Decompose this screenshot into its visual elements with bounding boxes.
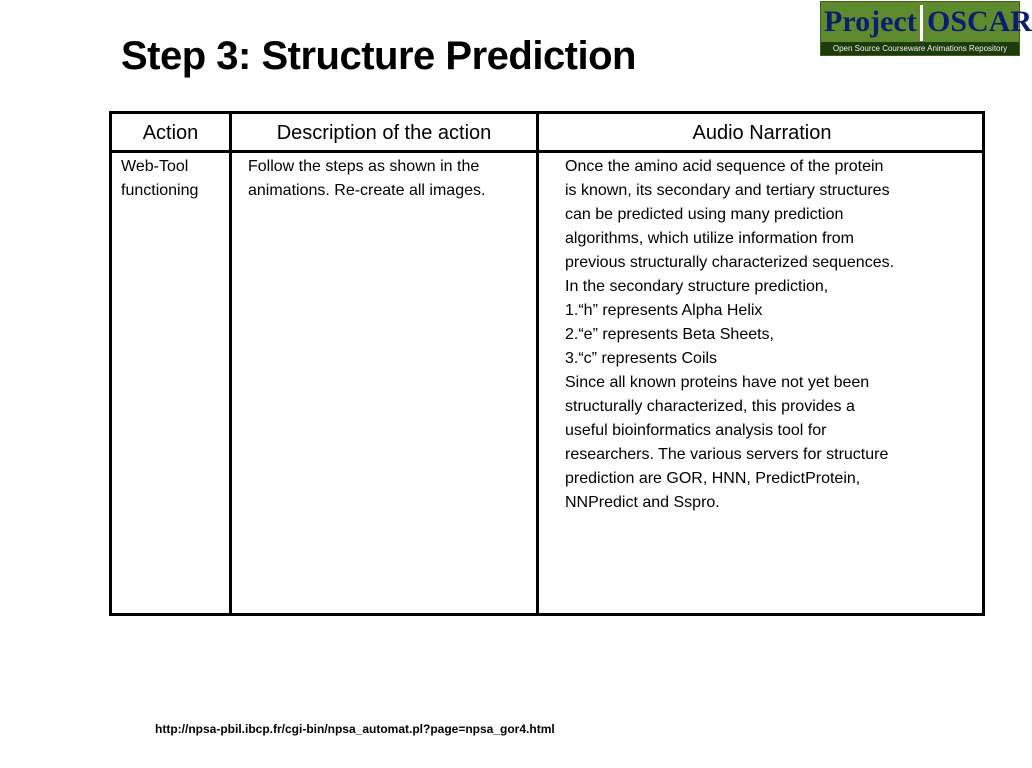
column-divider-1 (229, 111, 232, 616)
project-oscar-logo (820, 1, 1032, 56)
narration-line: useful bioinformatics analysis tool for (565, 422, 827, 439)
action-line: functioning (121, 182, 199, 199)
header-divider (109, 150, 985, 153)
narration-line: prediction are GOR, HNN, PredictProtein, (565, 470, 861, 487)
storyboard-table (109, 111, 985, 616)
narration-line: 2.“e” represents Beta Sheets, (565, 326, 774, 343)
logo-tagline: Open Source Courseware Animations Repository (821, 42, 1019, 55)
description-cell (248, 155, 534, 203)
narration-cell (565, 155, 965, 515)
narration-line: 3.“c” represents Coils (565, 350, 718, 367)
logo-word-oscar: OSCAR (927, 5, 1032, 38)
column-header-description: Description of the action (276, 122, 492, 144)
narration-line: 1.“h” represents Alpha Helix (565, 302, 763, 319)
column-header-action: Action (142, 122, 199, 144)
narration-line: previous structurally characterized sequences. (565, 254, 895, 271)
narration-line: structurally characterized, this provides a (565, 398, 855, 415)
narration-line: Since all known proteins have not yet been (565, 374, 870, 391)
narration-line: In the secondary structure prediction, (565, 278, 829, 295)
narration-line: researchers. The various servers for structure (565, 446, 889, 463)
action-cell (121, 155, 225, 203)
description-line: animations. Re-create all images. (248, 182, 486, 199)
description-line: Follow the steps as shown in the (248, 158, 480, 175)
narration-line: algorithms, which utilize information from (565, 230, 854, 247)
column-header-audio-narration: Audio Narration (692, 122, 832, 144)
logo-divider (920, 5, 923, 41)
narration-line: is known, its secondary and tertiary structures (565, 182, 890, 199)
narration-line: can be predicted using many prediction (565, 206, 844, 223)
narration-line: Once the amino acid sequence of the protein (565, 158, 884, 175)
column-divider-2 (536, 111, 539, 616)
action-line: Web-Tool (121, 158, 189, 175)
narration-line: NNPredict and Sspro. (565, 494, 720, 511)
source-url-link[interactable]: http://npsa-pbil.ibcp.fr/cgi-bin/npsa_automat.pl?page=npsa_gor4.html (155, 722, 555, 736)
slide-title: Step 3: Structure Prediction (121, 34, 636, 78)
logo-word-project: Project (824, 5, 917, 38)
